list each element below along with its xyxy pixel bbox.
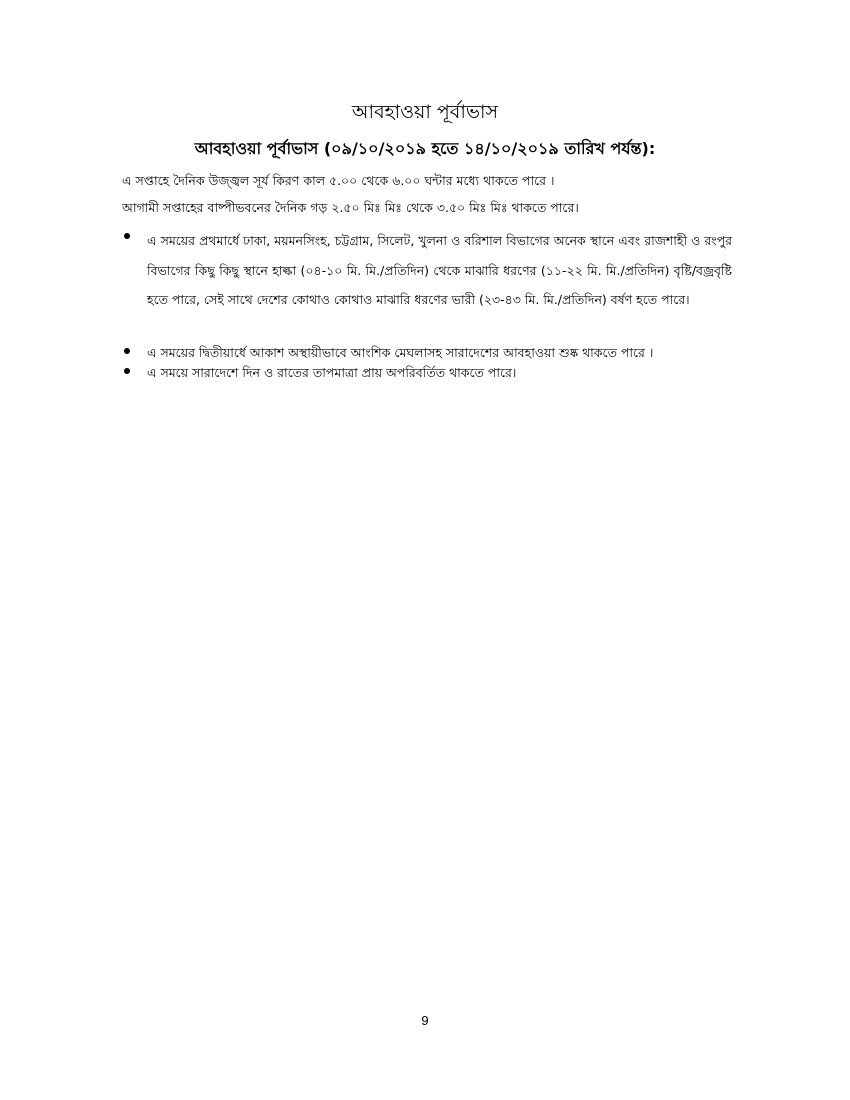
bullet-icon — [124, 348, 130, 354]
list-item-text: এ সময়ের দ্বিতীয়ার্ধে আকাশ অস্থায়ীভাবে আংশিক মেঘলাসহ সারাদেশের আবহাওয়া শুষ্ক থাকতে পারে । — [147, 345, 654, 360]
page-number: 9 — [421, 1013, 429, 1028]
list-item — [122, 344, 732, 364]
page-title: আবহাওয়া পূর্বাভাস — [351, 101, 499, 123]
list-item-text: এ সময়ের প্রথমার্ধে ঢাকা, ময়মনসিংহ, চট্টগ্রাম, সিলেট, খুলনা ও বরিশাল বিভাগের অনেক স্থানে এবং রাজশাহী ও রংপুর বিভাগের কিছু কিছু স্থানে হাল্কা (০৪-১০ মি. মি./প্রতিদিন) থেকে মাঝারি ধরণের (১১-২২ মি. মি./প্রতিদিন) বৃষ্টি/বজ্রবৃষ্টি হতে পারে, সেই সাথে দেশের কোথাও কোথাও মাঝারি ধরণের ভারী (২৩-৪৩ মি. মি./প্রতিদিন) বর্ষণ হতে পারে। — [147, 233, 732, 307]
bullet-icon — [124, 368, 130, 374]
list-item — [122, 226, 732, 344]
list-item-text: এ সময়ে সারাদেশে দিন ও রাতের তাপমাত্রা প্রায় অপরিবর্তিত থাকতে পারে। — [147, 365, 517, 380]
forecast-subtitle: আবহাওয়া পূর্বাভাস (০৯/১০/২০১৯ হতে ১৪/১০/২০১৯ তারিখ পর্যন্ত): — [194, 139, 656, 158]
bullet-icon — [124, 233, 130, 239]
evaporation-paragraph: আগামী সপ্তাহের বাষ্পীভবনের দৈনিক গড় ২.৫০ মিঃ মিঃ থেকে ৩.৫০ মিঃ মিঃ থাকতে পারে। — [122, 200, 579, 215]
forecast-bullet-list — [122, 226, 732, 382]
sunshine-paragraph: এ সপ্তাহে দৈনিক উজ্জ্বল সূর্য কিরণ কাল ৫.০০ থেকে ৬.০০ ঘন্টার মধ্যে থাকতে পারে । — [122, 173, 555, 188]
list-item — [122, 364, 732, 382]
